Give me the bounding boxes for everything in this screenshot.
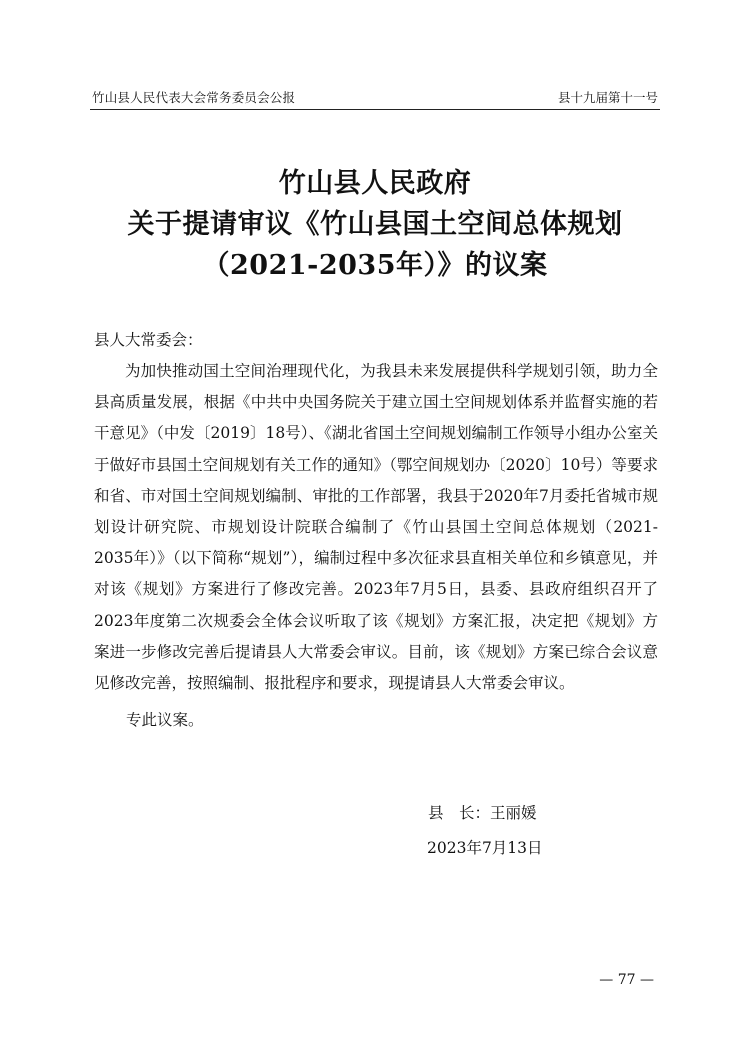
body-text bbox=[94, 356, 658, 699]
title-line-2: 关于提请审议《竹山县国土空间总体规划 bbox=[127, 209, 623, 240]
salutation: 县人大常委会： bbox=[94, 331, 203, 349]
page-number: — 77 — bbox=[599, 972, 654, 988]
signature-date: 2023年7月13日 bbox=[427, 839, 543, 857]
issue-number: 县十九届第十一号 bbox=[557, 90, 658, 105]
title-line-3: （2021-2035年）》的议案 bbox=[202, 250, 548, 281]
header-divider bbox=[90, 109, 660, 110]
closing-line: 专此议案。 bbox=[126, 711, 204, 729]
body-paragraph: 为加快推动国土空间治理现代化，为我县未来发展提供科学规划引领，助力全县高质量发展，根据《中共中央国务院关于建立国土空间规划体系并监督实施的若干意见》（中发〔2019〕18号）、《湖北省国土空间规划编制工作领导小组办公室关于做好市县国土空间规划有关工作的通知》（鄂空间规划办〔2020〕10号）等要求和省、市对国土空间规划编制、审批的工作部署，我县于2020年7月委托省城市规划设计研究院、市规划设计院联合编制了《竹山县国土空间总体规划（2021-2035年）》（以下简称“规划”），编制过程中多次征求县直相关单位和乡镇意见，并对该《规划》方案进行了修改完善。2023年7月5日，县委、县政府组织召开了2023年度第二次规委会全体会议听取了该《规划》方案汇报，决定把《规划》方案进一步修改完善后提请县人大常委会审议。目前，该《规划》方案已综合会议意见修改完善，按照编制、报批程序和要求，现提请县人大常委会审议。 bbox=[94, 362, 658, 693]
document-title bbox=[90, 163, 660, 286]
bulletin-name: 竹山县人民代表大会常务委员会公报 bbox=[92, 90, 296, 105]
signatory: 县 长：王丽媛 bbox=[428, 804, 537, 822]
title-line-1: 竹山县人民政府 bbox=[278, 168, 472, 199]
